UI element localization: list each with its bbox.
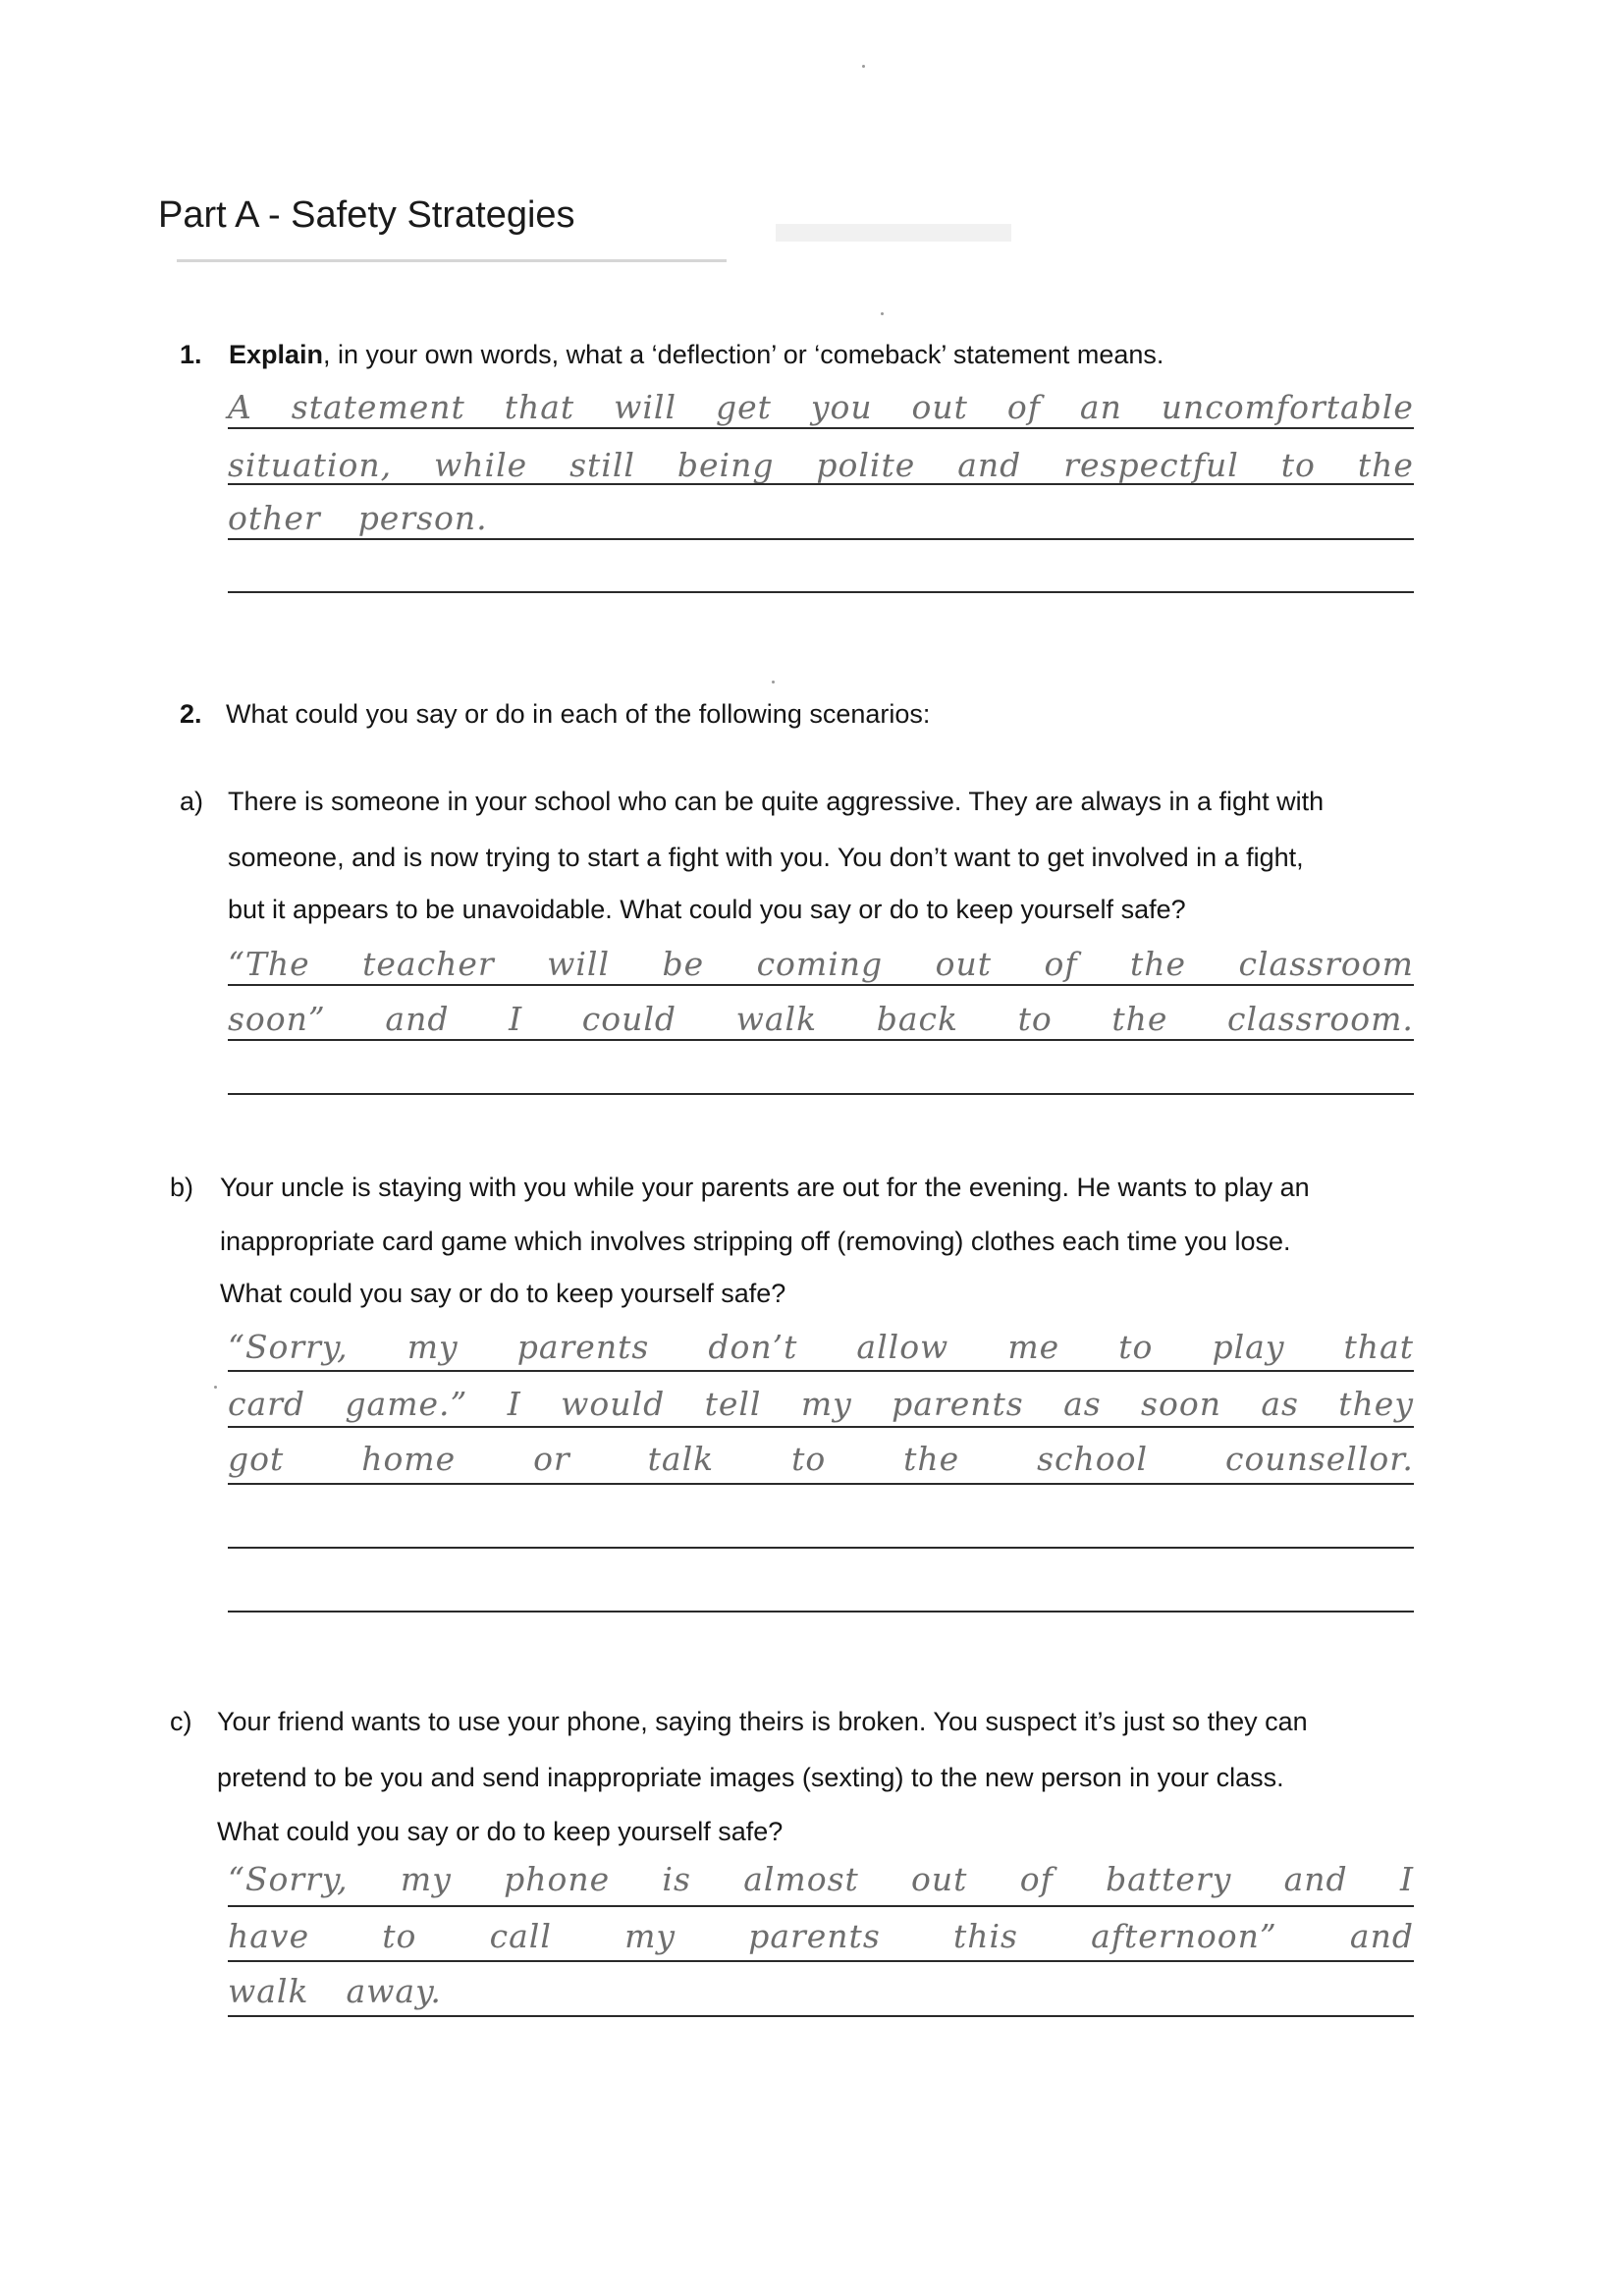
handwritten-word: respectful [1063, 446, 1239, 484]
handwritten-word: I [1399, 1860, 1414, 1898]
handwritten-word: as [1063, 1385, 1102, 1423]
page-title: Part A - Safety Strategies [158, 194, 575, 236]
question-2-number: 2. [180, 699, 202, 729]
handwritten-word: to [791, 1440, 827, 1478]
handwritten-word: my [406, 1328, 459, 1366]
handwritten-word: you [810, 388, 873, 426]
handwritten-word: “Sorry, [228, 1860, 349, 1898]
scan-speck [862, 65, 865, 68]
handwritten-word: situation, [228, 446, 393, 484]
handwritten-word: I [507, 1385, 521, 1423]
handwritten-word: will [614, 388, 677, 426]
handwritten-word: classroom [1238, 945, 1414, 983]
handwritten-word: soon” [228, 1000, 326, 1038]
scan-smudge [776, 224, 1011, 242]
handwritten-word: “Sorry, [228, 1328, 349, 1366]
answer-b-line-2 [228, 1385, 1414, 1423]
scenario-a-label: a) [180, 787, 204, 816]
handwritten-word: counsellor. [1224, 1440, 1414, 1478]
answer-b-line-3 [228, 1440, 1414, 1478]
answer-1-line-2 [228, 446, 1414, 484]
answer-rule [228, 1905, 1414, 1907]
handwritten-word: tell [704, 1385, 762, 1423]
handwritten-word: as [1261, 1385, 1299, 1423]
answer-rule [228, 1960, 1414, 1962]
handwritten-word: that [504, 388, 575, 426]
handwritten-word: being [676, 446, 775, 484]
handwritten-word: still [569, 446, 635, 484]
handwritten-word: out [911, 388, 968, 426]
handwritten-word: battery [1106, 1860, 1232, 1898]
question-1-text [229, 340, 1163, 370]
scan-speck [881, 312, 884, 315]
scenario-a-line-1: There is someone in your school who can be quite aggressive. They are always in a fight with [228, 787, 1325, 816]
handwritten-word: classroom. [1227, 1000, 1414, 1038]
handwritten-word: that [1343, 1328, 1414, 1366]
answer-1-line-3 [228, 499, 1414, 537]
question-1-bold: Explain [229, 340, 324, 369]
handwritten-word: or [533, 1440, 570, 1478]
question-2-text: What could you say or do in each of the following scenarios: [226, 699, 931, 729]
handwritten-word: to [1017, 1000, 1053, 1038]
handwritten-word: and [957, 446, 1022, 484]
handwritten-word: while [434, 446, 528, 484]
answer-rule [228, 2015, 1414, 2017]
answer-rule [228, 1370, 1414, 1372]
handwritten-word: they [1338, 1385, 1414, 1423]
scenario-b-label: b) [170, 1173, 194, 1202]
handwritten-word: to [382, 1917, 417, 1955]
handwritten-word: phone [504, 1860, 611, 1898]
handwritten-word: will [547, 945, 611, 983]
handwritten-word: parents [516, 1328, 650, 1366]
handwritten-word: other [228, 499, 321, 537]
handwritten-word: be [662, 945, 705, 983]
handwritten-word: have [228, 1917, 310, 1955]
handwritten-word: and [1349, 1917, 1414, 1955]
handwritten-word: talk [647, 1440, 715, 1478]
handwritten-word: don’t [708, 1328, 798, 1366]
answer-a-line-1 [228, 945, 1414, 983]
handwritten-word: call [489, 1917, 552, 1955]
scenario-c-label: c) [170, 1707, 192, 1736]
handwritten-word: to [1118, 1328, 1154, 1366]
answer-c-line-1 [228, 1860, 1414, 1898]
handwritten-word: out [935, 945, 992, 983]
scenario-b-line-3: What could you say or do to keep yourself safe? [220, 1279, 786, 1308]
handwritten-word: uncomfortable [1161, 388, 1414, 426]
scan-speck [214, 1386, 217, 1389]
answer-rule [228, 483, 1414, 485]
handwritten-word: this [952, 1917, 1018, 1955]
answer-rule [228, 1483, 1414, 1485]
answer-rule [228, 984, 1414, 986]
handwritten-word: parents [748, 1917, 881, 1955]
handwritten-word: polite [816, 446, 916, 484]
handwritten-word: walk [735, 1000, 818, 1038]
answer-rule [228, 591, 1414, 593]
answer-1-line-1 [228, 388, 1414, 426]
answer-rule [228, 538, 1414, 540]
scenario-a-line-2: someone, and is now trying to start a fight with you. You don’t want to get involved in a fight, [228, 843, 1304, 872]
scan-speck [772, 681, 775, 683]
answer-rule [228, 1426, 1414, 1428]
handwritten-word: and [385, 1000, 450, 1038]
handwritten-word: play [1212, 1328, 1285, 1366]
handwritten-word: game.” [345, 1385, 468, 1423]
scan-smudge [177, 259, 727, 262]
handwritten-word: statement [291, 388, 465, 426]
answer-rule [228, 1547, 1414, 1549]
answer-rule [228, 1093, 1414, 1095]
handwritten-word: soon [1141, 1385, 1221, 1423]
answer-rule [228, 1611, 1414, 1613]
handwritten-word: of [1044, 945, 1078, 983]
answer-rule [228, 1039, 1414, 1041]
handwritten-word: coming [756, 945, 884, 983]
handwritten-word: got [228, 1440, 285, 1478]
handwritten-word: teacher [362, 945, 495, 983]
scenario-c-line-3: What could you say or do to keep yourself safe? [217, 1817, 784, 1846]
handwritten-word: my [624, 1917, 676, 1955]
handwritten-word: A [228, 388, 252, 426]
handwritten-word: back [876, 1000, 959, 1038]
answer-c-line-3 [228, 1972, 1414, 2010]
handwritten-word: to [1280, 446, 1316, 484]
handwritten-word: and [1283, 1860, 1348, 1898]
handwritten-word: would [561, 1385, 666, 1423]
answer-b-line-1 [228, 1328, 1414, 1366]
handwritten-word: out [911, 1860, 968, 1898]
handwritten-word: of [1006, 388, 1041, 426]
handwritten-word: an [1079, 388, 1122, 426]
scenario-a-line-3: but it appears to be unavoidable. What could you say or do to keep yourself safe? [228, 895, 1186, 924]
handwritten-word: the [903, 1440, 960, 1478]
answer-a-line-2 [228, 1000, 1414, 1038]
handwritten-word: the [1357, 446, 1414, 484]
handwritten-word: of [1019, 1860, 1054, 1898]
question-1-number: 1. [180, 340, 202, 369]
handwritten-word: my [400, 1860, 452, 1898]
scenario-b-line-1: Your uncle is staying with you while your parents are out for the evening. He wants to play an [220, 1173, 1310, 1202]
handwritten-word: walk [228, 1972, 309, 2010]
handwritten-word: parents [892, 1385, 1024, 1423]
handwritten-word: allow [856, 1328, 949, 1366]
handwritten-word: school [1037, 1440, 1149, 1478]
handwritten-word: me [1007, 1328, 1060, 1366]
handwritten-word: the [1111, 1000, 1168, 1038]
handwritten-word: away. [346, 1972, 442, 2010]
handwritten-word: is [662, 1860, 691, 1898]
scenario-c-line-1: Your friend wants to use your phone, saying theirs is broken. You suspect it’s just so they can [217, 1707, 1308, 1736]
handwritten-word: “The [228, 945, 310, 983]
handwritten-word: card [228, 1385, 306, 1423]
handwritten-word: almost [743, 1860, 859, 1898]
handwritten-word: my [800, 1385, 852, 1423]
handwritten-word: could [581, 1000, 677, 1038]
handwritten-word: I [509, 1000, 523, 1038]
handwritten-word: home [361, 1440, 457, 1478]
question-1-prompt: , in your own words, what a ‘deflection’ or ‘comeback’ statement means. [323, 340, 1164, 369]
answer-rule [228, 427, 1414, 429]
handwritten-word: get [715, 388, 772, 426]
handwritten-word: person. [357, 499, 488, 537]
handwritten-word: the [1130, 945, 1187, 983]
answer-c-line-2 [228, 1917, 1414, 1955]
scenario-c-line-2: pretend to be you and send inappropriate images (sexting) to the new person in your class. [217, 1763, 1284, 1792]
handwritten-word: afternoon” [1091, 1917, 1277, 1955]
scenario-b-line-2: inappropriate card game which involves stripping off (removing) clothes each time you lose. [220, 1227, 1291, 1256]
